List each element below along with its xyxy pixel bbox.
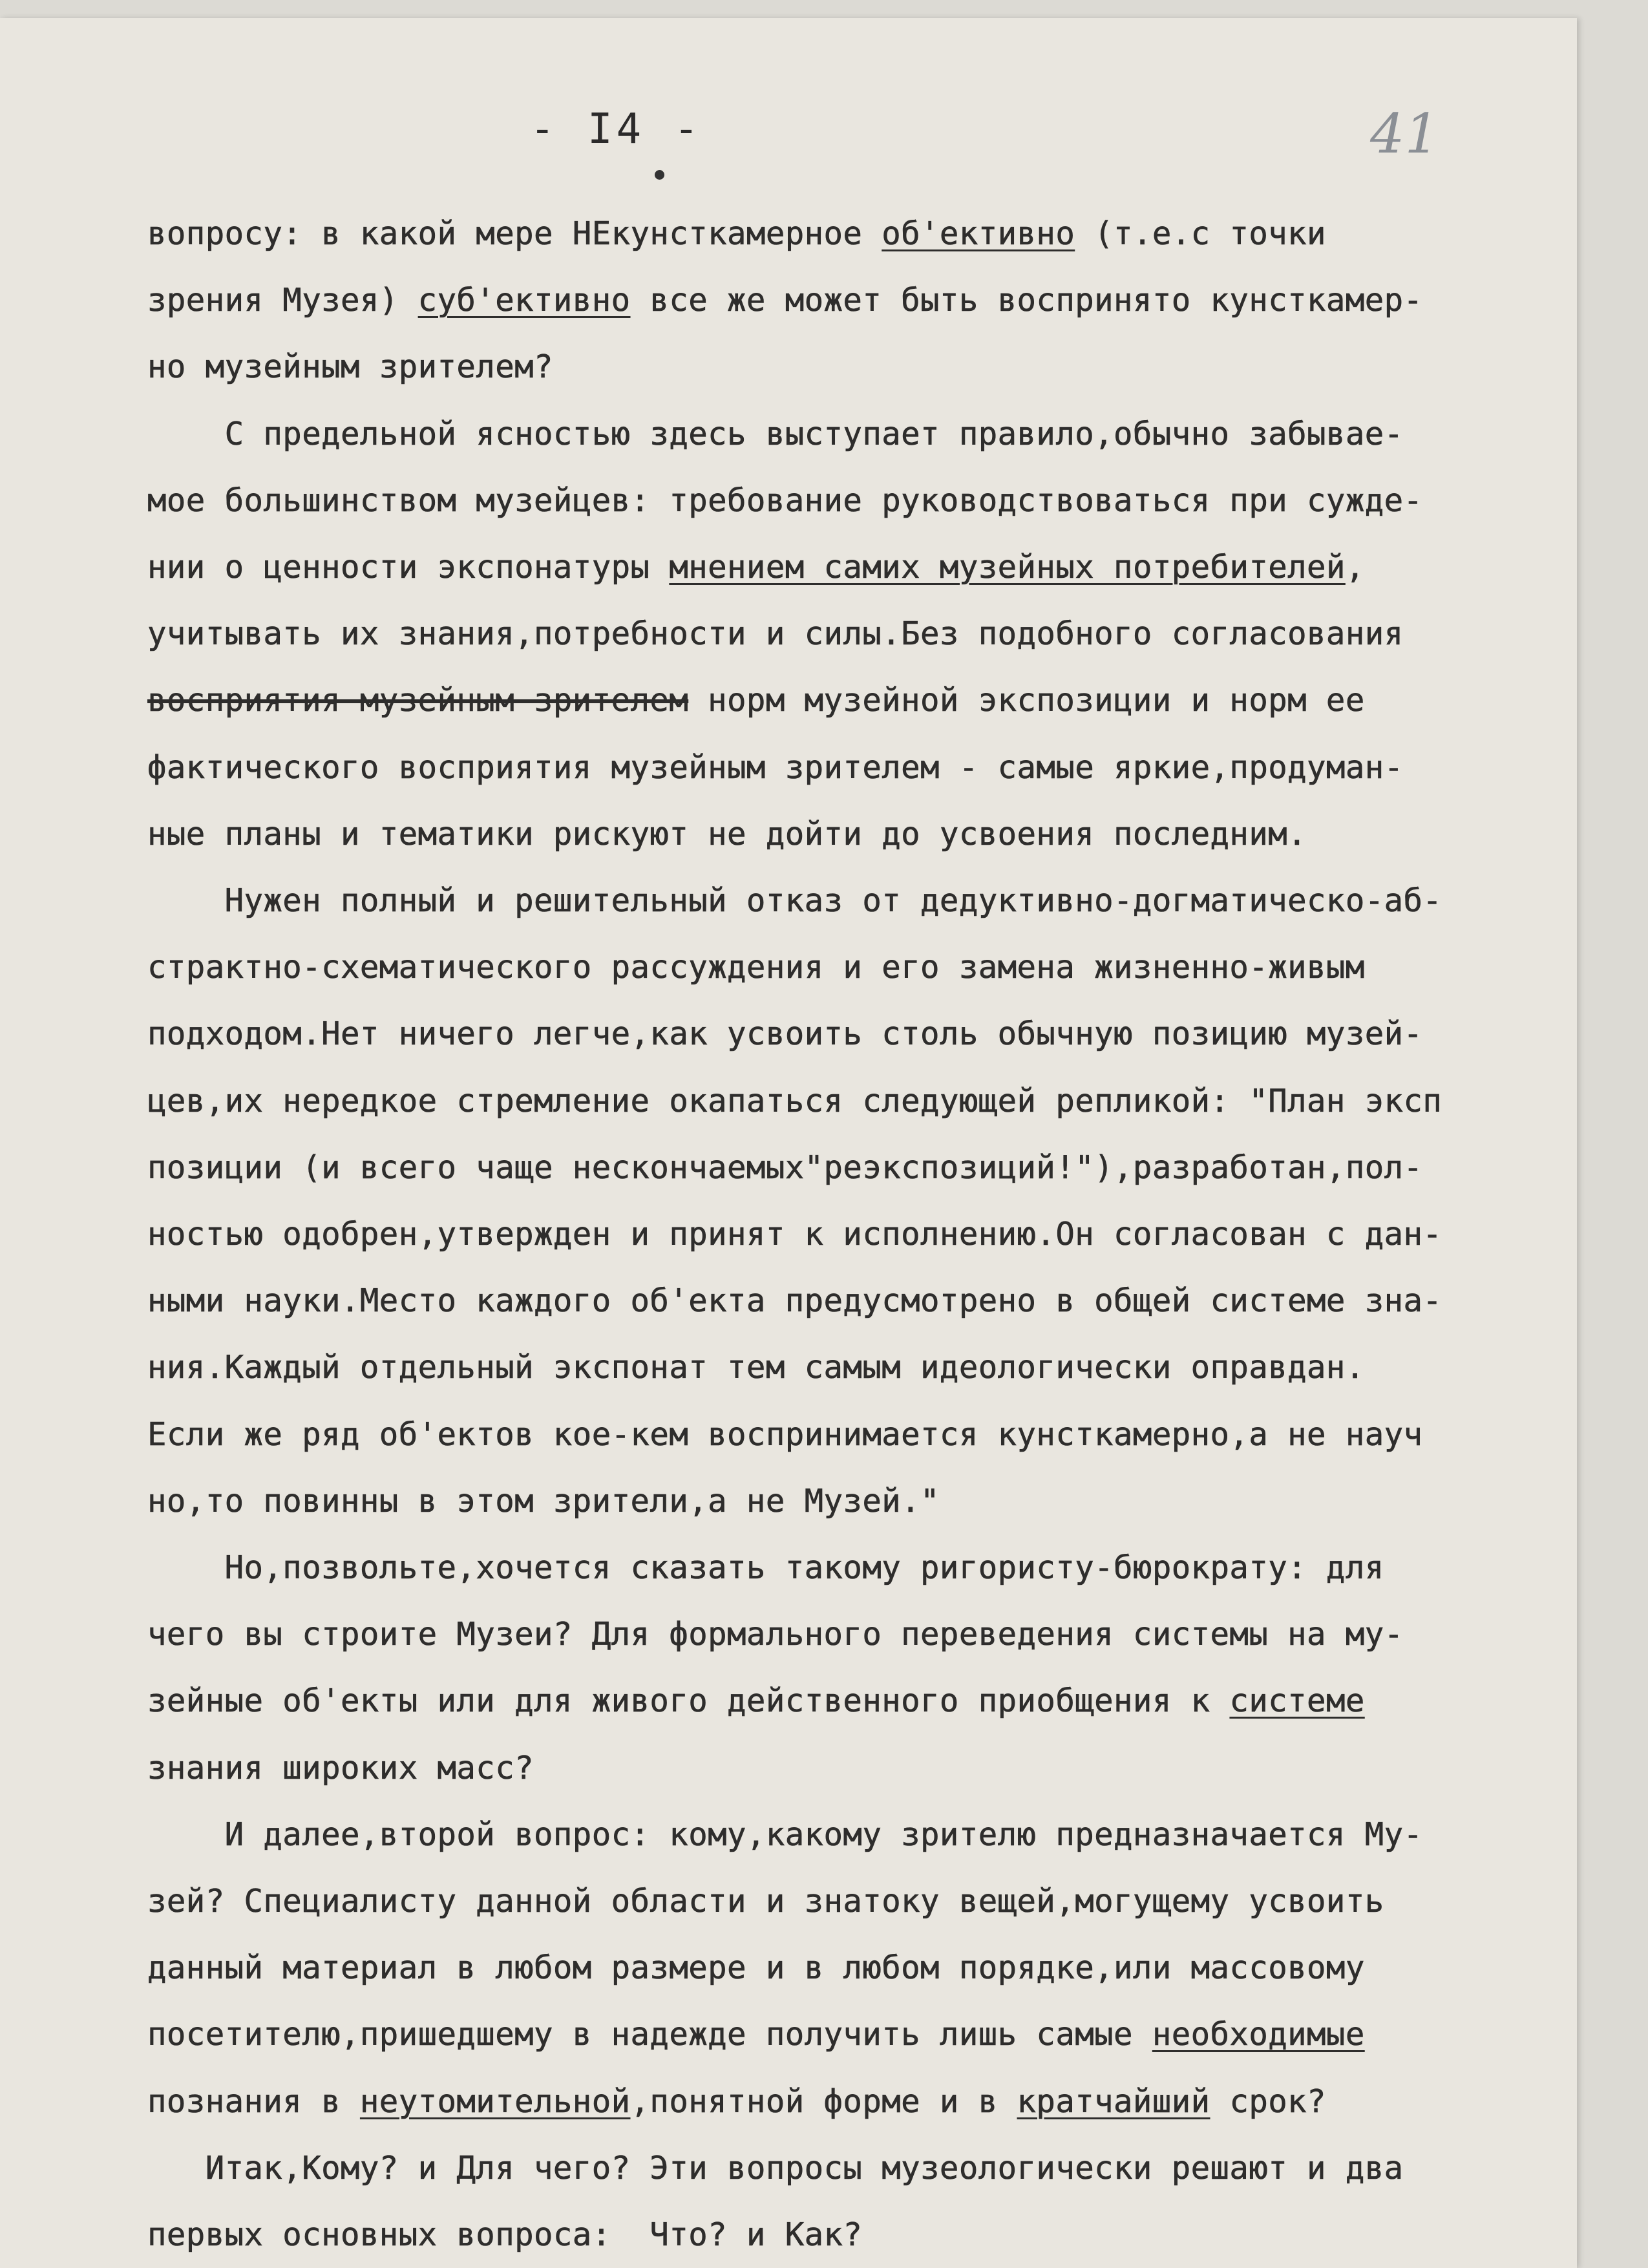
text-segment: ностью одобрен,утвержден и принят к исполнению.Он согласован с дан- (147, 1216, 1442, 1253)
text-line (147, 482, 1422, 519)
text-segment: зей? Специалисту данной области и знатоку вещей,могущему усвоить (147, 1883, 1384, 1920)
text-line (147, 1616, 1404, 1653)
text-line (147, 549, 1365, 586)
text-line (147, 1682, 1365, 1719)
underlined-text: об'ективно (882, 215, 1075, 252)
text-segment: знания широких масс? (147, 1749, 534, 1786)
struck-out-text: восприятия музейным зрителем (147, 682, 689, 719)
text-segment: нии о ценности экспонатуры (147, 549, 670, 586)
text-line (147, 1083, 1442, 1119)
text-line (147, 1949, 1365, 1986)
text-segment: И далее,второй вопрос: кому,какому зрителю предназначается Му- (147, 1816, 1423, 1853)
page-number: - I4 - (530, 105, 703, 153)
text-segment: ными науки.Место каждого об'екта предусмотрено в общей системе зна- (147, 1282, 1442, 1320)
underlined-text: необходимые (1152, 2016, 1365, 2053)
text-segment: вопросу: в какой мере НЕкунсткамерное (147, 215, 882, 252)
text-segment: зейные об'екты или для живого действенного приобщения к (147, 1682, 1230, 1720)
underlined-text: неутомительной (359, 2083, 631, 2120)
text-segment: Но,позвольте,хочется сказать такому ригористу-бюрократу: для (147, 1549, 1384, 1586)
text-segment: зрения Музея) (147, 282, 418, 319)
text-segment: (т.е.с точки (1075, 215, 1326, 252)
text-segment: подходом.Нет ничего легче,как усвоить столь обычную позицию музей- (147, 1015, 1423, 1053)
text-line (147, 1216, 1442, 1253)
text-line (147, 1349, 1365, 1386)
text-segment: ,понятной форме и в (630, 2083, 1017, 2120)
text-line (147, 1483, 940, 1520)
text-segment: Если же ряд об'ектов кое-кем воспринимается кунсткамерно,а не науч (147, 1415, 1423, 1453)
text-segment: ные планы и тематики рискуют не дойти до усвоения последним. (147, 815, 1307, 853)
text-segment: посетителю,пришедшему в надежде получить лишь самые (147, 2016, 1152, 2053)
text-line (147, 816, 1307, 853)
text-segment: цев,их нередкое стремление окапаться следующей репликой: "План эксп (147, 1082, 1442, 1119)
text-segment: страктно-схематического рассуждения и его замена жизненно-живым (147, 949, 1365, 986)
text-line (147, 2083, 1326, 2120)
document-page (0, 18, 1577, 2268)
text-line (147, 1015, 1422, 1052)
text-line (147, 416, 1404, 452)
text-segment: норм музейной экспозиции и норм ее (688, 682, 1365, 719)
text-line (147, 2150, 1404, 2187)
text-segment: Нужен полный и решительный отказ от дедуктивно-догматическо-аб- (147, 882, 1442, 919)
text-segment: , (1345, 549, 1365, 586)
text-line (147, 348, 553, 385)
text-line (147, 282, 1422, 319)
underlined-text: мнением самих музейных потребителей (669, 549, 1346, 586)
ink-dot (655, 170, 664, 180)
text-line (147, 1149, 1422, 1186)
text-line (147, 882, 1442, 919)
text-segment: С предельной ясностью здесь выступает правило,обычно забывае- (147, 415, 1404, 452)
text-line (147, 615, 1404, 652)
archive-folio-mark: 41 (1370, 102, 1439, 165)
text-line (147, 682, 1365, 719)
text-segment: данный материал в любом размере и в любом порядке,или массовому (147, 1949, 1365, 1987)
text-line (147, 2016, 1365, 2053)
text-line (147, 1549, 1384, 1586)
text-segment: первых основных вопроса: Что? и Как? (147, 2216, 863, 2253)
underlined-text: кратчайший (1017, 2083, 1210, 2120)
text-segment: но,то повинны в этом зрители,а не Музей." (147, 1482, 940, 1520)
text-segment: Итак,Кому? и Для чего? Эти вопросы музеологически решают и два (147, 2149, 1404, 2187)
text-line (147, 749, 1404, 786)
text-line (147, 1282, 1442, 1319)
text-segment: чего вы строите Музеи? Для формального переведения системы на му- (147, 1616, 1404, 1653)
underlined-text: суб'ективно (417, 282, 631, 319)
text-segment: мое большинством музейцев: требование руководствоваться при сужде- (147, 482, 1423, 519)
text-segment: позиции (и всего чаще нескончаемых"реэкспозиций!"),разработан,пол- (147, 1149, 1423, 1186)
text-segment: но музейным зрителем? (147, 348, 553, 386)
text-line (147, 949, 1365, 986)
text-segment: ния.Каждый отдельный экспонат тем самым идеологически оправдан. (147, 1349, 1365, 1386)
text-segment: фактического восприятия музейным зрителем - самые яркие,продуман- (147, 748, 1404, 786)
text-line (147, 215, 1326, 252)
text-line (147, 1883, 1384, 1920)
text-segment: познания в (147, 2083, 360, 2120)
underlined-text: системе (1229, 1682, 1365, 1720)
text-line (147, 2216, 862, 2253)
text-segment: срок? (1210, 2083, 1326, 2120)
text-line (147, 1816, 1422, 1853)
text-line (147, 1750, 534, 1786)
text-segment: учитывать их знания,потребности и силы.Без подобного согласования (147, 615, 1404, 653)
text-line (147, 1416, 1422, 1453)
text-segment: все же может быть воспринято кунсткамер- (630, 282, 1423, 319)
